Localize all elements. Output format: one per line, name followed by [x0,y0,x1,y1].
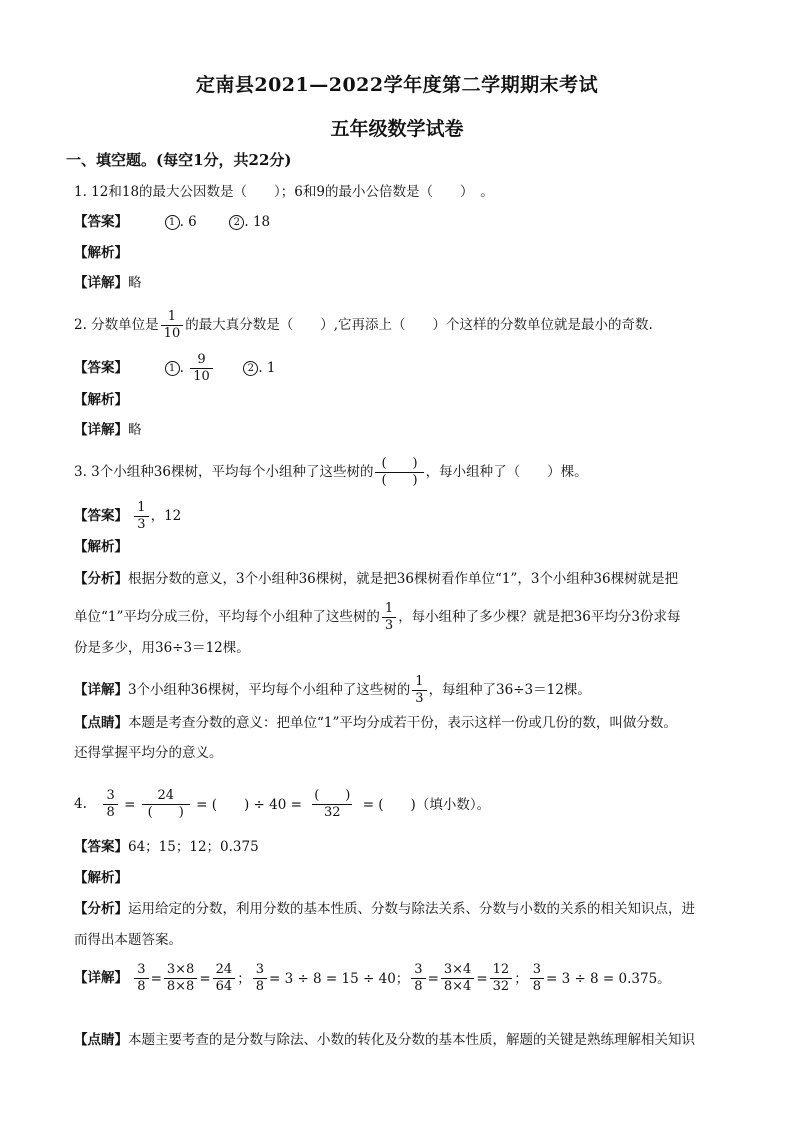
q3-dianjing-line1 [74,713,677,733]
detail-label: 【详解】 [74,970,128,986]
fenxi-text: 根据分数的意义，3个小组种36棵树，就是把36棵树看作单位“1”，3个小组种36棵树就是把 [128,571,679,587]
equals-sign: = [199,970,211,987]
fraction-denominator: ( ) [142,804,190,821]
detail-text: 3个小组种36棵树，平均每个小组种了这些树的 [128,682,411,698]
q2-answer [74,352,276,385]
fraction [103,788,117,821]
q1-answer [74,212,270,232]
detail-text: ，每组种了36÷3＝12棵。 [428,682,591,698]
fraction [134,962,148,995]
q2-question [74,309,653,342]
answer-label: 【答案】 [74,360,128,376]
q4-fenxi-line2: 而得出本题答案。 [74,932,182,948]
fraction [382,601,396,634]
detail-label: 【详解】 [74,422,128,438]
fraction [530,962,544,995]
fraction-denominator: 8 [103,804,117,821]
fraction-numerator: 1 [415,674,424,689]
q3-text: ，每小组种了（ ）棵。 [425,464,588,480]
fraction-denominator: 8 [134,978,148,995]
answer-value: ，12 [150,508,182,524]
fraction-denominator: 32 [490,978,513,995]
fraction-numerator: 3 [137,962,146,977]
q4-answer [74,837,259,857]
fraction-numerator: ( ) [314,788,351,803]
fraction [134,500,148,533]
fraction [308,788,356,821]
fraction-numerator: 1 [137,500,146,515]
circled-number: 2 [243,361,258,376]
q4-dianjing-line1 [74,1030,695,1050]
q3-fenxi-line3: 份是多少，用36÷3＝12棵。 [74,640,250,656]
answer-value: . 6 [179,214,197,230]
fraction-denominator: 64 [213,978,236,995]
fraction-numerator: 3 [414,962,423,977]
fraction [441,962,474,995]
fraction-denominator: 8 [253,978,267,995]
fraction-numerator: 3×8 [166,962,195,977]
fenxi-text: 运用给定的分数，利用分数的基本性质、分数与除法关系、分数与小数的关系的相关知识点，进 [128,901,695,917]
fraction [490,962,513,995]
detail-text: 略 [128,422,142,438]
equals-sign: = [427,970,439,987]
q3-text: 3. 3个小组种36棵树，平均每个小组种了这些树的 [74,464,374,480]
answer-dot: . [179,360,184,376]
answer-label: 【答案】 [74,839,128,855]
fraction-denominator: 8×8 [164,978,197,995]
dianjing-text: 本题是考查分数的意义：把单位“1”平均分成若干份，表示这样一份或几份的数，叫做分数。 [128,715,677,731]
fraction [253,962,267,995]
q4-question [74,788,490,821]
detail-label: 【详解】 [74,682,128,698]
fraction-numerator: 1 [167,309,177,324]
q3-analysis-label: 【解析】 [74,539,128,555]
equals-sign: = [150,970,162,987]
q2-analysis-label: 【解析】 [74,392,128,408]
fraction-numerator: 24 [215,962,233,977]
dianjing-label: 【点睛】 [74,1032,128,1048]
equals-sign: = [476,970,488,987]
q2-detail [74,420,142,440]
separator: ； [514,970,528,987]
fenxi-text: 单位“1”平均分成三份，平均每个小组种了这些树的 [74,609,380,625]
dianjing-text: 本题主要考查的是分数与除法、小数的转化及分数的基本性质，解题的关键是熟练理解相关知识 [128,1032,695,1048]
q3-detail [74,674,591,707]
fraction-numerator: ( ) [381,456,418,471]
q3-answer [74,500,181,533]
q4-analysis-label: 【解析】 [74,870,128,886]
fenxi-label: 【分析】 [74,571,128,587]
fraction-denominator: 3 [382,617,396,634]
answer-label: 【答案】 [74,214,128,230]
blank-fraction [375,456,423,489]
fraction-denominator: 3 [412,690,426,707]
fraction-denominator: 3 [134,516,148,533]
q3-dianjing-line2: 还得掌握平均分的意义。 [74,745,223,761]
answer-label: 【答案】 [74,508,128,524]
q4-fenxi-line1 [74,899,695,919]
fraction-numerator: 12 [492,962,510,977]
fraction-denominator: 10 [190,368,213,385]
q2-text: 2. 分数单位是 [74,317,159,333]
equals-sign: = [124,796,136,813]
fraction [161,309,184,342]
fenxi-text: ，每小组种了多少棵？就是把36平均分3份求每 [398,609,681,625]
dianjing-label: 【点睛】 [74,715,128,731]
detail-text: = 3 ÷ 8 = 0.375。 [545,970,671,987]
section-heading: 一、填空题。(每空1分，共22分) [66,151,292,169]
fraction-denominator: 32 [312,804,352,821]
q4-number: 4. [74,796,87,812]
q4-text: = ( )（填小数）。 [362,796,491,813]
answer-value: . 1 [258,360,276,376]
fraction-numerator: 24 [157,788,175,803]
fraction-denominator: ( ) [375,472,423,489]
separator: ； [237,970,251,987]
detail-label: 【详解】 [74,275,128,291]
circled-number: 2 [229,215,244,230]
fraction [412,674,426,707]
q1-detail [74,273,142,293]
q4-text: = ( ) ÷ 40 = [196,796,302,813]
exam-subtitle: 五年级数学试卷 [330,118,464,140]
fraction-denominator: 8×4 [441,978,474,995]
detail-text: 略 [128,275,142,291]
q3-fenxi-line1 [74,569,678,589]
fraction [164,962,197,995]
fraction [142,788,190,821]
fraction [213,962,236,995]
circled-number: 1 [165,215,180,230]
fraction-denominator: 8 [411,978,425,995]
fraction-numerator: 9 [197,352,206,367]
detail-text: = 3 ÷ 8 = 15 ÷ 40； [268,970,410,987]
fraction-numerator: 3 [532,962,541,977]
fraction-numerator: 1 [384,601,394,616]
q1-question: 1. 12和18的最大公因数是（ ）；6和9的最小公倍数是（ ） 。 [74,184,494,200]
q3-fenxi-line2 [74,601,680,634]
fraction-denominator: 8 [530,978,544,995]
fraction [411,962,425,995]
fraction [190,352,213,385]
answer-value: . 18 [244,214,271,230]
exam-title: 定南县2021—2022学年度第二学期期末考试 [195,74,599,96]
q2-text: 的最大真分数是（ ）,它再添上（ ）个这样的分数单位就是最小的奇数. [185,317,653,333]
fraction-denominator: 10 [161,325,184,342]
fenxi-label: 【分析】 [74,901,128,917]
fraction-numerator: 3×4 [443,962,472,977]
fraction-numerator: 3 [106,788,115,803]
q4-detail [74,962,671,995]
fraction-numerator: 3 [255,962,264,977]
q1-analysis-label: 【解析】 [74,245,128,261]
answer-value: 64；15；12；0.375 [128,839,259,855]
q3-question [74,456,588,489]
circled-number: 1 [165,361,180,376]
